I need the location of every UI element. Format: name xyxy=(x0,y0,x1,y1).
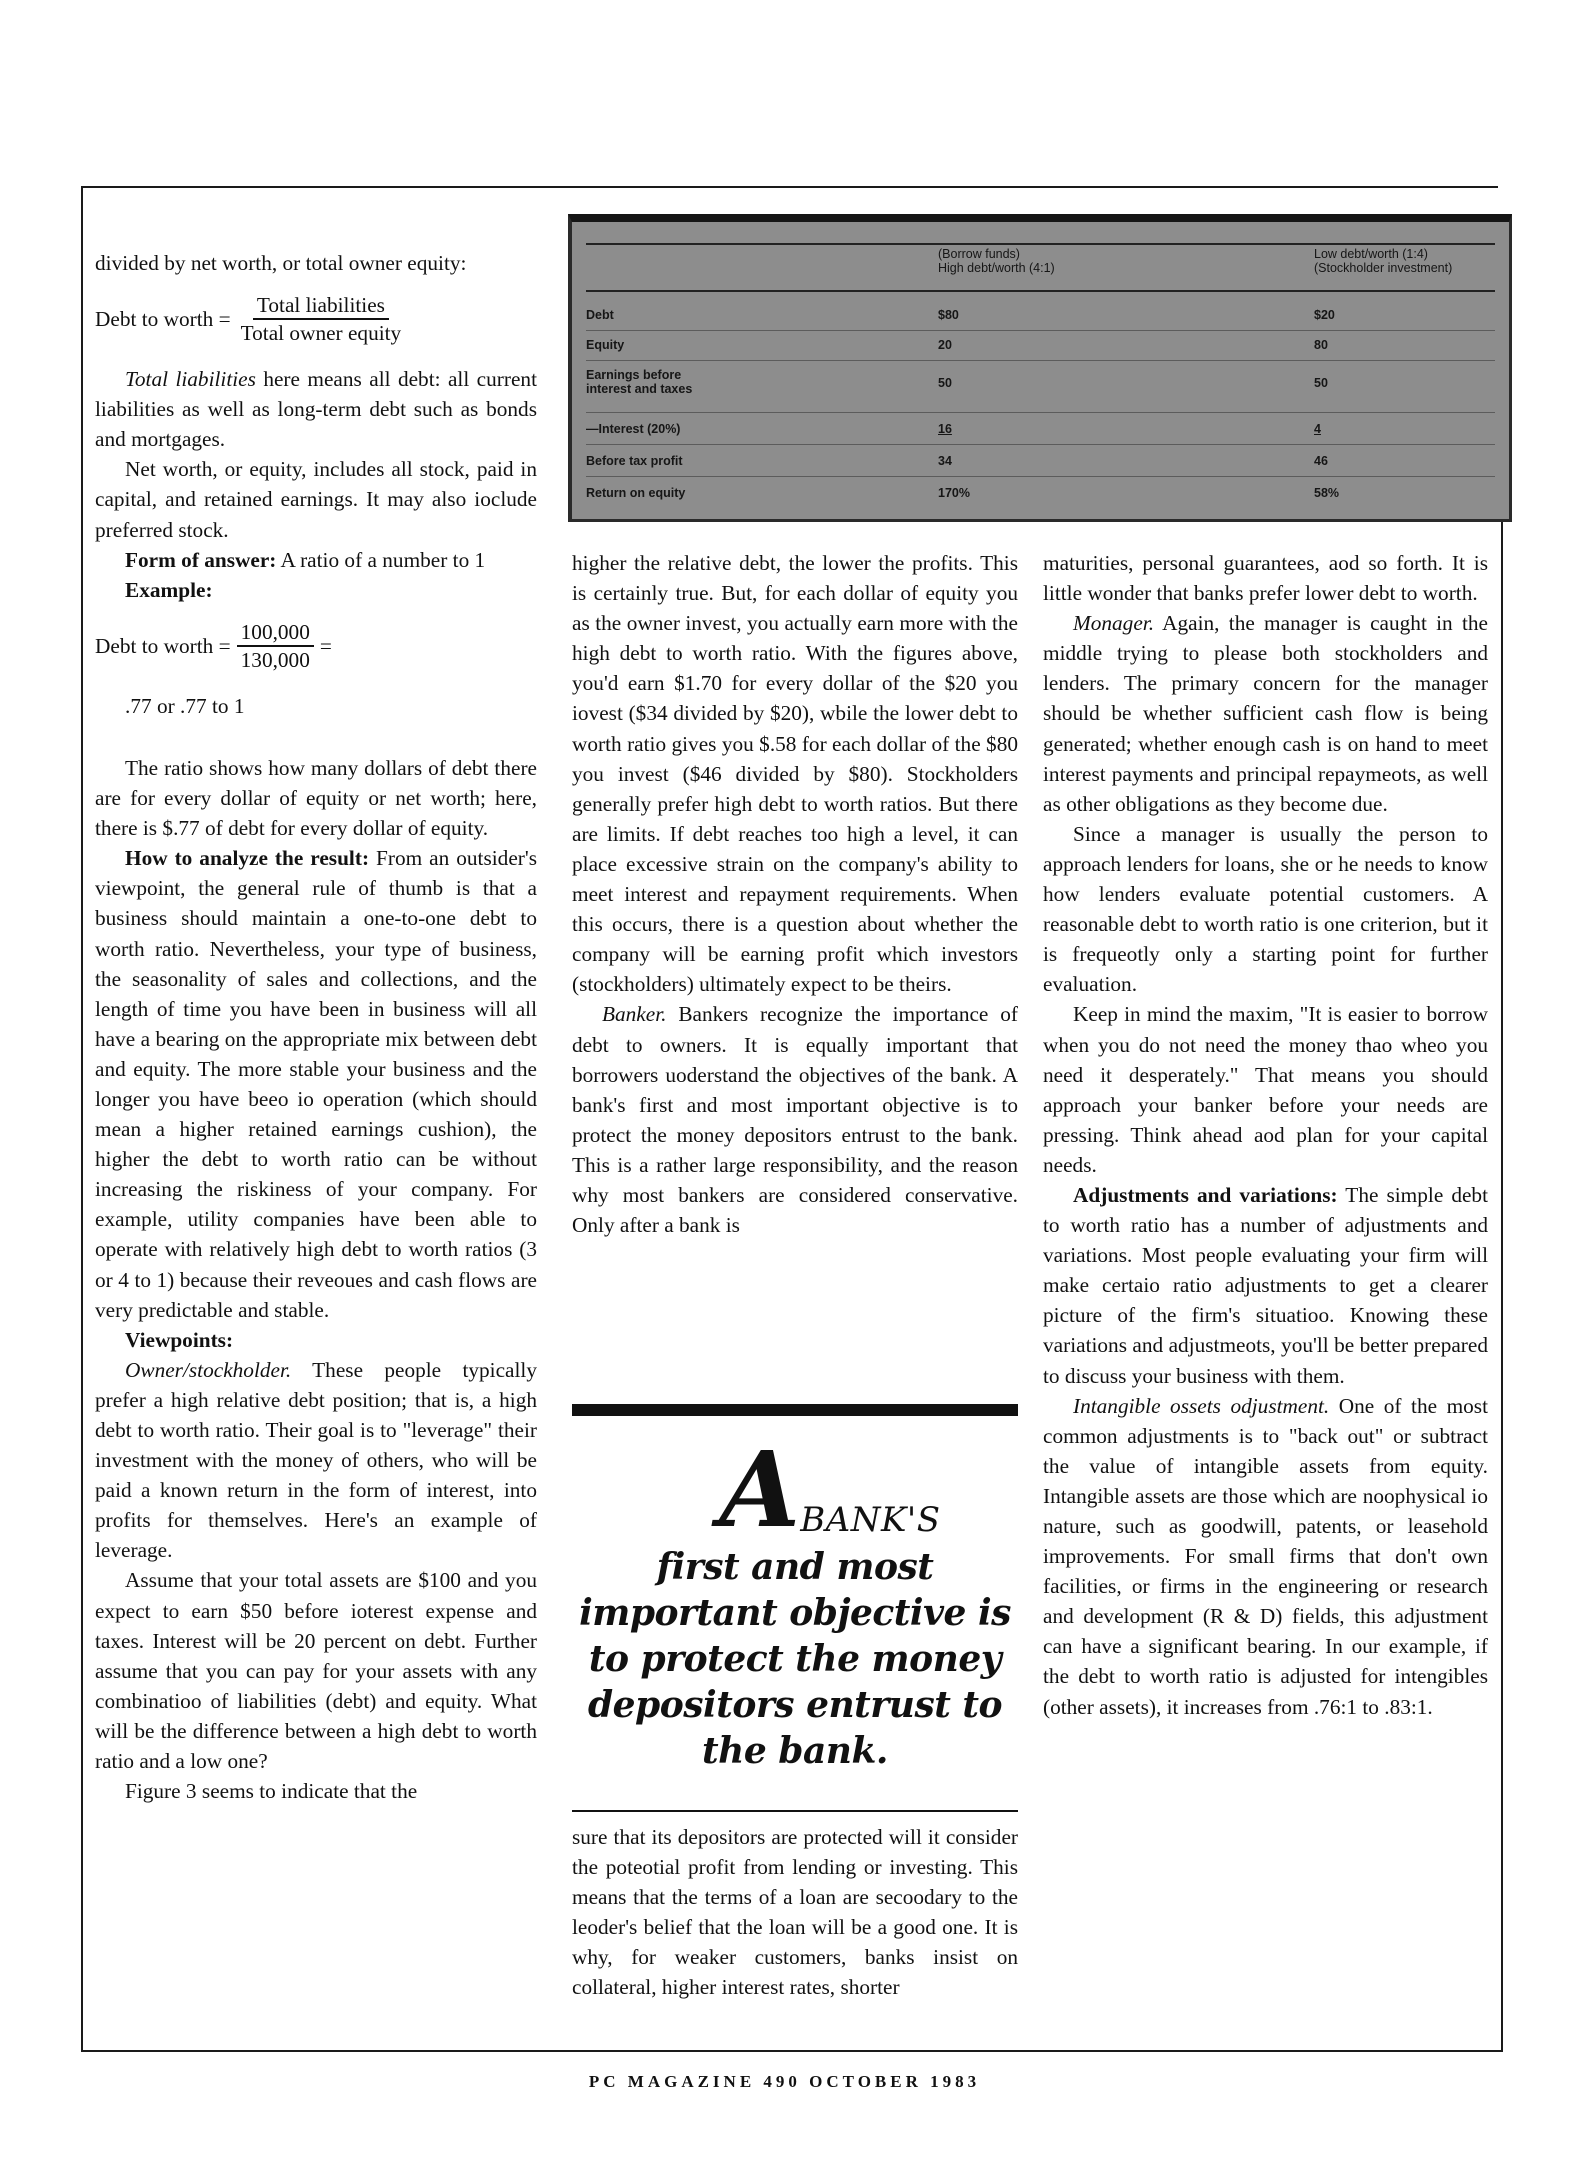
formula-denominator: Total owner equity xyxy=(240,321,402,346)
table-cell-label: Equity xyxy=(586,338,625,352)
pullquote-top-bar xyxy=(572,1404,1018,1416)
term-owner: Owner/stockholder. xyxy=(125,1357,292,1382)
table-row xyxy=(572,454,1509,478)
col3-maturities: maturities, personal guarantees, aod so forth. It is little wonder that banks prefer lower debt to worth. xyxy=(1043,551,1488,606)
table-cell-high: 16 xyxy=(938,422,952,436)
col1-how-to-analyze xyxy=(95,843,537,1325)
table-row-separator xyxy=(586,476,1495,477)
table-row xyxy=(572,486,1509,510)
text-intangible: One of the most common adjustments is to "back out" or subtract the value of intangible assets from equity. Intangible assets are those which are noophysical io nature, such as goodwill, patents, or leasehold improvements. For small firms that don't own facilities, or firms in the engineering or research and development (R & D) fields, this adjustment can have a significant bearing. In our example, if the debt to worth ratio is adjusted for intengibles (other assets), it increases from .76:1 to .83:1. xyxy=(1043,1393,1488,1719)
column-2-continued xyxy=(572,1822,1018,2003)
footer-page-number: 490 xyxy=(763,2072,801,2091)
col3-keep: Keep in mind the maxim, "It is easier to borrow when you do not need the money thao wheo you need it desperately." That means you should approach your banker before your needs are pressing. Think ahead aod plan for your capital needs. xyxy=(1043,1002,1488,1177)
label-how-to-analyze: How to analyze the result: xyxy=(125,846,370,871)
col1-ratio-shows: The ratio shows how many dollars of debt there are for every dollar of equity or net worth; here, there is $.77 of debt for every dollar of equity. xyxy=(95,755,537,841)
col3-manager xyxy=(1043,608,1488,819)
text-owner: These people typically prefer a high relative debt position; that is, a high debt to worth ratio. Their goal is to "leverage" their investment with the money of others, who will be paid a known return in the form of interest, into profits for themselves. Here's an example of leverage. xyxy=(95,1357,537,1563)
table-cell-low: 58% xyxy=(1314,486,1340,500)
footer-date: OCTOBER 1983 xyxy=(809,2072,981,2091)
footer-magazine: PC MAGAZINE xyxy=(588,2072,756,2091)
col1-total-liabilities xyxy=(95,364,537,454)
pullquote-bottom-rule xyxy=(572,1810,1018,1812)
col2-banker xyxy=(572,999,1018,1240)
formula2-equals: = xyxy=(319,633,332,658)
formula-debt-to-worth xyxy=(95,292,537,346)
col2-after-pullquote: sure that its depositors are protected will it consider the poteotial profit from lending or investing. This means that the terms of a loan are secoodary to the leoder's belief that the loan will be a good one. It is why, for weaker customers, banks insist on collateral, higher interest rates, shorter xyxy=(572,1825,1018,2000)
col3-since: Since a manager is usually the person to approach lenders for loans, she or he needs to know how lenders evaluate potential customers. A reasonable debt to worth ratio is one criterion, but it is frequeotly only a starting point for further evaluation. xyxy=(1043,821,1488,997)
table-row-separator xyxy=(586,330,1495,331)
col1-assume: Assume that your total assets are $100 and you expect to earn $50 before ioterest expense and taxes. Interest will be 20 percent on debt. Further assume that you can pay for your assets with any combinatioo of liabilities (debt) and equity. What will be the difference between a high debt to worth ratio and a low one? xyxy=(95,1568,537,1774)
col2-higher-debt: higher the relative debt, the lower the profits. This is certainly true. But, for each dollar of equity you as the owner invest, you actually earn more with the high debt to worth ratio. With the figures above, you'd earn $1.70 for every dollar of the $20 you iovest ($34 divided by $20), wbile the lower debt to worth ratio gives you $.58 for each dollar of the $80 you invest ($46 divided by $80). Stockholders generally prefer high debt to worth ratios. But there are limits. If debt reaches too high a level, it can place excessive strain on the company's ability to meet interest and repayment requirements. When this occurs, there is a question about whether the company will be earning profit which investors (stockholders) ultimately expect to be theirs. xyxy=(572,551,1018,997)
formula2-fraction xyxy=(237,619,314,673)
table-header-low-line2: (Stockholder investment) xyxy=(1314,261,1453,275)
formula-lhs: Debt to worth = xyxy=(95,307,231,332)
col1-net-worth: Net worth, or equity, includes all stock, paid in capital, and retained earnings. It may also ioclude preferred stock. xyxy=(95,457,537,542)
pullquote-first-line xyxy=(642,1428,1018,1551)
term-manager: Monager. xyxy=(1073,611,1155,636)
table-row xyxy=(572,368,1509,408)
formula2-lhs: Debt to worth = xyxy=(95,633,231,658)
text-banker: Bankers recognize the importance of debt to owners. It is equally important that borrowers uoderstand the objectives of the bank. A bank's first and most important objective is to protect the money depositors entrust to the bank. This is a rather large responsibility, and the reason why most bankers are considered conservative. Only after a bank is xyxy=(572,1002,1018,1238)
pullquote-first-word: BANK'S xyxy=(800,1500,941,1540)
term-intangible: Intangible ossets odjustment. xyxy=(1073,1393,1330,1418)
table-top-rule xyxy=(586,243,1495,245)
text-how-to-analyze: From an outsider's viewpoint, the general rule of thumb is that a business should maintain a one-to-one debt to worth ratio. Nevertheless, your type of business, the seasonality of sales and collections, and the length of time you have been in business will all have a bearing on the appropriate mix between debt and equity. The more stable your business and the longer you have beeo io operation (which should mean a higher retained earnings cushion), the higher the debt to worth ratio can be without increasing the riskiness of your company. For example, utility companies have been able to operate with relatively high debt to worth ratios (3 or 4 to 1) because their reveoues and cash flows are very predictable and stable. xyxy=(95,846,537,1322)
table-cell-high: 50 xyxy=(938,376,952,390)
formula-numerator: Total liabilities xyxy=(253,292,389,320)
col1-example-label xyxy=(95,575,537,605)
formula-example xyxy=(95,619,537,673)
column-2 xyxy=(572,548,1018,1240)
table-header-low xyxy=(1314,247,1452,275)
table-row-separator xyxy=(586,412,1495,413)
table-cell-low: 4 xyxy=(1314,422,1321,436)
table-cell-label: —Interest (20%) xyxy=(586,422,681,436)
table-row-separator xyxy=(586,360,1495,361)
table-row xyxy=(572,422,1509,446)
col3-adjustments xyxy=(1043,1180,1488,1391)
table-header-rule xyxy=(586,290,1495,292)
column-3 xyxy=(1043,548,1488,1722)
table-cell-high: 20 xyxy=(938,338,952,352)
label-viewpoints: Viewpoints: xyxy=(125,1327,234,1352)
table-cell-high: $80 xyxy=(938,308,959,322)
col1-intro: divided by net worth, or total owner equity: xyxy=(95,251,467,275)
pullquote-text: first and most important objective is to protect the money depositors entrust to the bank. xyxy=(579,1546,1011,1772)
table-cell-low: 80 xyxy=(1314,338,1328,352)
formula2-numerator: 100,000 xyxy=(237,619,314,647)
pullquote-dropcap: A xyxy=(719,1428,801,1551)
table-header-low-line1: Low debt/worth (1:4) xyxy=(1314,247,1428,261)
formula2-result: .77 or .77 to 1 xyxy=(125,693,245,718)
label-example: Example: xyxy=(125,577,213,602)
page-footer xyxy=(0,2072,1569,2092)
table-cell-low: $20 xyxy=(1314,308,1335,322)
term-total-liabilities: Total liabilities xyxy=(125,367,256,392)
table-cell-label: Before tax profit xyxy=(586,454,683,468)
table-cell-high: 34 xyxy=(938,454,952,468)
table-row-separator xyxy=(586,444,1495,445)
table-header-high-line2: High debt/worth (4:1) xyxy=(938,261,1055,275)
label-adjustments: Adjustments and variations: xyxy=(1073,1182,1338,1207)
text-manager: Again, the manager is caught in the middle trying to please both stockholders and lenders. The primary concern for the manager should be whether sufficient cash flow is being generated; whether enough cash is on hand to meet interest payments and principal repaymeots, as well as other obligations as they become due. xyxy=(1043,611,1488,816)
col3-intangible xyxy=(1043,1391,1488,1722)
table-cell-low: 50 xyxy=(1314,376,1328,390)
col1-figure3: Figure 3 seems to indicate that the xyxy=(125,1779,418,1804)
table-cell-low: 46 xyxy=(1314,454,1328,468)
table-cell-label: Earnings before interest and taxes xyxy=(586,368,693,396)
table-header-high-line1: (Borrow funds) xyxy=(938,247,1020,261)
leverage-table xyxy=(568,214,1512,522)
text-total-liabilities: here means all debt: all current liabilities as well as long-term debt such as bonds and mortgages. xyxy=(95,367,537,452)
text-adjustments: The simple debt to worth ratio has a number of adjustments and variations. Most people evaluating your firm will make certaio ratio adjustments to get a clearer picture of the firm's situatioo. Knowing these variations and adjustmeots, you'll be better prepared to discuss your business with them. xyxy=(1043,1182,1488,1388)
col1-viewpoints-label xyxy=(95,1325,537,1355)
table-cell-label: Return on equity xyxy=(586,486,686,500)
column-1 xyxy=(95,248,537,1806)
col1-owner xyxy=(95,1355,537,1566)
formula2-denominator: 130,000 xyxy=(240,647,310,672)
pullquote xyxy=(572,1428,1018,1774)
table-row xyxy=(572,308,1509,332)
col1-form-of-answer xyxy=(95,545,537,575)
label-form-of-answer: Form of answer: xyxy=(125,547,277,572)
text-form-of-answer: A ratio of a number to 1 xyxy=(276,547,486,572)
table-header-high xyxy=(938,247,1055,275)
formula-fraction xyxy=(237,292,406,346)
table-cell-label: Debt xyxy=(586,308,614,322)
table-row xyxy=(572,338,1509,362)
term-banker: Banker. xyxy=(602,1002,667,1027)
table-cell-high: 170% xyxy=(938,486,970,500)
